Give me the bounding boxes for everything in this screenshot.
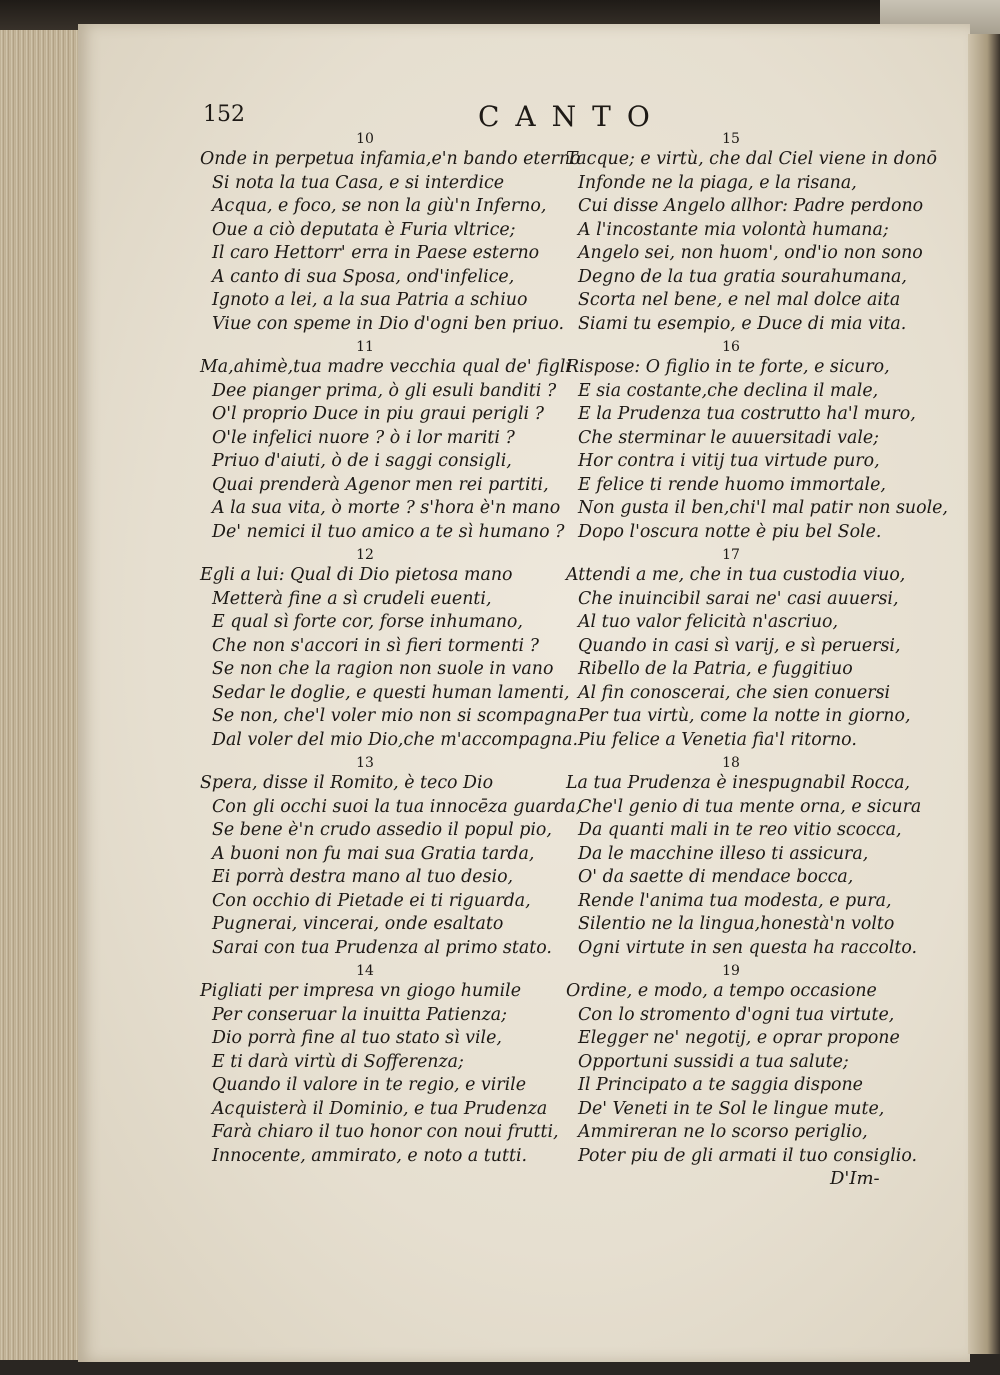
stanza — [566, 962, 946, 1168]
stanza — [566, 338, 946, 544]
verse-line: O'l proprio Duce in piu graui perigli ? — [212, 404, 544, 424]
verse-line: Se non che la ragion non suole in vano — [212, 659, 554, 679]
verse-line: Infonde ne la piaga, e la risana, — [578, 172, 857, 193]
verse-line: Siami tu esempio, e Duce di mia vita. — [578, 313, 907, 334]
verse-line: Che non s'accori in sì fieri tormenti ? — [212, 635, 539, 656]
verse-line: O' da saette di mendace bocca, — [578, 867, 854, 887]
stanza — [566, 130, 946, 336]
right-column — [566, 128, 946, 1168]
verse-line: Oue a ciò deputata è Furia vltrice; — [212, 219, 516, 240]
verse-line: Sarai con tua Prudenza al primo stato. — [212, 937, 552, 958]
verse-line: Attendi a me, che in tua custodia viuo, — [566, 565, 906, 585]
verse-line: Rende l'anima tua modesta, e pura, — [578, 890, 892, 911]
verse-line: Da quanti mali in te reo vitio scocca, — [578, 820, 902, 840]
stanza-number: 12 — [356, 547, 374, 563]
verse-line: E ti darà virtù di Sofferenza; — [212, 1051, 464, 1072]
verse-line: Il Principato a te saggia dispone — [578, 1075, 863, 1095]
verse-line: Con occhio di Pietade ei ti riguarda, — [212, 890, 531, 911]
stanza — [566, 754, 946, 960]
verse-line: A buoni non fu mai sua Gratia tarda, — [212, 843, 535, 864]
verse-line: O'le infelici nuore ? ò i lor mariti ? — [212, 427, 515, 448]
verse-line: Con gli occhi suoi la tua innocēza guarda, — [212, 796, 582, 817]
verse-line: Egli a lui: Qual di Dio pietosa mano — [200, 565, 513, 585]
verse-line: Ammireran ne lo scorso periglio, — [578, 1122, 868, 1142]
verse-line: Il caro Hettorr' erra in Paese esterno — [212, 243, 540, 263]
stanza-number: 13 — [356, 755, 374, 771]
verse-line: La tua Prudenza è inespugnabil Rocca, — [566, 773, 910, 793]
verse-line: Per tua virtù, come la notte in giorno, — [578, 706, 911, 726]
verse-line: Con lo stromento d'ogni tua virtute, — [578, 1004, 895, 1025]
verse-line: Degno de la tua gratia sourahumana, — [578, 266, 907, 287]
verse-line: Viue con speme in Dio d'ogni ben priuo. — [212, 313, 565, 334]
verse-line: Ma,ahimè,tua madre vecchia qual de' figli — [200, 357, 571, 377]
verse-line: Che inuincibil sarai ne' casi auuersi, — [578, 588, 899, 609]
verse-line: Priuo d'aiuti, ò de i saggi consigli, — [212, 451, 512, 471]
stanza — [566, 546, 946, 752]
verse-line: Che sterminar le auuersitadi vale; — [578, 427, 880, 448]
verse-line: Innocente, ammirato, e noto a tutti. — [212, 1145, 528, 1166]
verse-line: Cui disse Angelo allhor: Padre perdono — [578, 196, 924, 216]
stanza-number: 14 — [356, 963, 374, 979]
left-column — [200, 128, 580, 1168]
stanza-number: 10 — [356, 131, 374, 147]
verse-line: E qual sì forte cor, forse inhumano, — [212, 612, 523, 632]
verse-line: Se non, che'l voler mio non si scompagna — [212, 706, 578, 726]
stanza — [200, 754, 580, 960]
page-edges-left — [0, 30, 81, 1360]
verse-line: A canto di sua Sposa, ond'infelice, — [212, 266, 515, 287]
verse-line: Metterà fine a sì crudeli euenti, — [212, 588, 492, 609]
verse-line: Dio porrà fine al tuo stato sì vile, — [212, 1028, 502, 1048]
catchword: D'Im- — [830, 1168, 880, 1189]
page-edge-right — [968, 34, 1000, 1354]
verse-line: Tacque; e virtù, che dal Ciel viene in donō — [566, 149, 937, 169]
verse-line: Quando il valore in te regio, e virile — [212, 1075, 527, 1095]
verse-line: Ogni virtute in sen questa ha raccolto. — [578, 937, 918, 958]
stanza — [200, 546, 580, 752]
stanza-number: 18 — [722, 755, 740, 771]
verse-line: Ordine, e modo, a tempo occasione — [566, 981, 877, 1001]
verse-line: Da le macchine illeso ti assicura, — [578, 843, 869, 864]
verse-line: Piu felice a Venetia fia'l ritorno. — [578, 729, 857, 750]
verse-line: Pigliati per impresa vn giogo humile — [200, 981, 521, 1001]
verse-line: Si nota la tua Casa, e si interdice — [212, 172, 505, 193]
stanza — [200, 338, 580, 544]
verse-line: Ei porrà destra mano al tuo desio, — [212, 867, 514, 887]
verse-line: Angelo sei, non huom', ond'io non sono — [578, 243, 923, 263]
verse-line: Farà chiaro il tuo honor con noui frutti, — [212, 1122, 559, 1142]
stanza — [200, 130, 580, 336]
verse-line: Opportuni sussidi a tua salute; — [578, 1051, 849, 1072]
page-number: 152 — [203, 102, 245, 127]
verse-line: Acqua, e foco, se non la giù'n Inferno, — [212, 196, 547, 216]
verse-line: Acquisterà il Dominio, e tua Prudenza — [212, 1098, 548, 1119]
verse-line: Pugnerai, vincerai, onde esaltato — [212, 914, 504, 934]
verse-line: Dopo l'oscura notte è piu bel Sole. — [578, 521, 882, 542]
stanza-number: 19 — [722, 963, 740, 979]
verse-line: E felice ti rende huomo immortale, — [578, 474, 886, 495]
stanza — [200, 962, 580, 1168]
page-title: CANTO — [478, 100, 666, 133]
verse-line: Scorta nel bene, e nel mal dolce aita — [578, 290, 901, 310]
verse-line: Rispose: O figlio in te forte, e sicuro, — [566, 357, 890, 377]
verse-line: Al tuo valor felicità n'ascriuo, — [578, 612, 839, 632]
verse-line: Elegger ne' negotij, e oprar propone — [578, 1028, 900, 1048]
verse-line: Quai prenderà Agenor men rei partiti, — [212, 474, 549, 495]
verse-line: Non gusta il ben,chi'l mal patir non suole, — [578, 498, 948, 518]
verse-line: A l'incostante mia volontà humana; — [578, 219, 889, 240]
verse-line: Quando in casi sì varij, e sì peruersi, — [578, 635, 901, 656]
verse-line: Che'l genio di tua mente orna, e sicura — [578, 796, 922, 817]
verse-line: Spera, disse il Romito, è teco Dio — [200, 773, 494, 793]
verse-line: Al fin conoscerai, che sien conuersi — [578, 682, 891, 703]
verse-line: Onde in perpetua infamia,e'n bando eterno — [200, 149, 581, 169]
stanza-number: 17 — [722, 547, 740, 563]
verse-line: E sia costante,che declina il male, — [578, 380, 879, 401]
verse-line: Se bene è'n crudo assedio il popul pio, — [212, 820, 552, 840]
verse-line: A la sua vita, ò morte ? s'hora è'n mano — [212, 498, 561, 518]
verse-line: De' nemici il tuo amico a te sì humano ? — [212, 521, 565, 542]
verse-line: Ribello de la Patria, e fuggitiuo — [578, 659, 853, 679]
verse-line: Dee pianger prima, ò gli esuli banditi ? — [212, 380, 557, 401]
verse-line: Silentio ne la lingua,honestà'n volto — [578, 914, 895, 934]
verse-line: Ignoto a lei, a la sua Patria a schiuo — [212, 290, 528, 310]
stanza-number: 16 — [722, 339, 740, 355]
stanza-number: 15 — [722, 131, 740, 147]
verse-line: Hor contra i vitij tua virtude puro, — [578, 451, 880, 471]
verse-line: De' Veneti in te Sol le lingue mute, — [578, 1098, 885, 1119]
verse-line: Sedar le doglie, e questi human lamenti, — [212, 682, 570, 703]
stanza-number: 11 — [356, 339, 374, 355]
verse-line: Per conseruar la inuitta Patienza; — [212, 1004, 507, 1025]
verse-line: Poter piu de gli armati il tuo consiglio. — [578, 1145, 918, 1166]
verse-line: Dal voler del mio Dio,che m'accompagna. — [212, 729, 579, 750]
verse-line: E la Prudenza tua costrutto ha'l muro, — [578, 404, 916, 424]
